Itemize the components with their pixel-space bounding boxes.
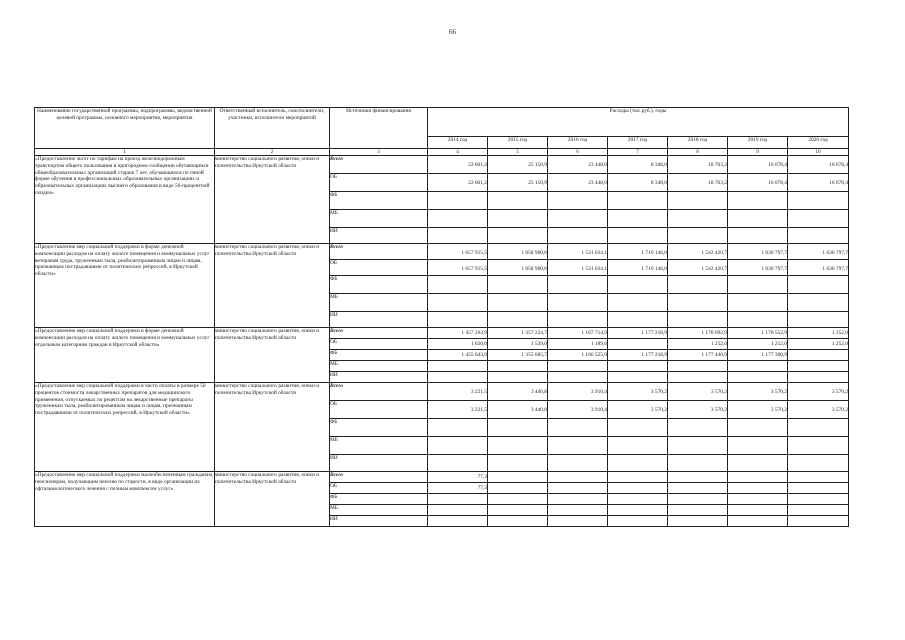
expense-value — [488, 276, 548, 294]
expense-value — [668, 294, 728, 312]
expense-value — [548, 455, 608, 472]
table-row — [35, 472, 849, 483]
expense-value: 8 348,0 — [608, 156, 668, 174]
expense-value — [608, 472, 668, 483]
expense-value: 23 448,0 — [548, 156, 608, 174]
expense-value — [668, 472, 728, 483]
expense-value: 3 570,2 — [728, 401, 788, 419]
expense-value — [428, 312, 488, 328]
expense-value — [788, 210, 849, 228]
expense-value — [488, 228, 548, 244]
expense-value — [728, 419, 788, 437]
expense-value: 22 601,2 — [428, 156, 488, 174]
expense-value: 77,3 — [428, 483, 488, 494]
expense-value — [728, 192, 788, 210]
expense-value — [548, 294, 608, 312]
header-year: 2017 год — [608, 137, 668, 149]
measure-name: «Предоставление мер социальной поддержки в форме денежной компенсации расходов на оплату жилого помещения и коммунальных услуг ветеранам труда, труженикам тыла, реабилитированным лицам и лицам, признанным пострадавшими от политических репрессий, в Иркутской области» — [35, 244, 215, 328]
funding-source-label: ИИ — [330, 516, 338, 522]
expense-value — [728, 294, 788, 312]
expense-value — [488, 455, 548, 472]
column-numbers-row — [35, 149, 849, 156]
header-year: 2018 год — [668, 137, 728, 149]
expense-value — [428, 437, 488, 455]
expense-value — [668, 419, 728, 437]
expense-value: 1 710 146,0 — [608, 260, 668, 276]
expense-value — [788, 192, 849, 210]
expense-value — [548, 228, 608, 244]
funding-source-label: ИИ — [330, 228, 338, 234]
expense-value — [608, 361, 668, 372]
funding-source-label: МБ — [330, 294, 338, 300]
expense-value: 1 710 146,0 — [608, 244, 668, 260]
funding-source-label: ФБ — [330, 192, 338, 198]
expense-value — [548, 419, 608, 437]
expense-value — [488, 516, 548, 527]
expense-value — [668, 516, 728, 527]
expense-value: 1 177 440,9 — [668, 350, 728, 361]
expense-value — [428, 494, 488, 505]
responsible-executor: министерство социального развития, опеки и попечительства Иркутской области — [215, 156, 330, 244]
expense-value — [548, 361, 608, 372]
expense-value: 1 252,0 — [668, 339, 728, 350]
funding-source-label: Всего — [330, 156, 343, 162]
expense-value — [608, 419, 668, 437]
page-number: 66 — [449, 28, 456, 36]
expense-value — [608, 516, 668, 527]
expense-value: 16 678,4 — [728, 174, 788, 192]
expense-value — [548, 312, 608, 328]
expense-value — [668, 483, 728, 494]
column-number: 10 — [788, 149, 849, 156]
expense-value — [428, 192, 488, 210]
expense-value — [608, 483, 668, 494]
expense-value: 3 221,5 — [428, 383, 488, 401]
measure-name: «Предоставление мер социальной поддержки в части оплаты в размере 50 процентов стоимости лекарственных препаратов для медицинского применения, отпускаемых по рецептам на лекарственные препараты труженикам тыла, реабилитированным лицам и лицам, признанным пострадавшими от политических репрессий, в Иркутской области» — [35, 383, 215, 472]
expense-value — [608, 312, 668, 328]
column-number: 7 — [608, 149, 668, 156]
column-number: 6 — [548, 149, 608, 156]
expense-value — [548, 437, 608, 455]
expense-value — [548, 483, 608, 494]
expense-value — [668, 494, 728, 505]
measure-name: «Предоставление мер социальной поддержки малообеспеченным гражданам, пенсионерам, получающим пенсию по старости, в виде организации их офтальмологического лечения с полным комплексом услуг» — [35, 472, 215, 527]
expense-value — [788, 516, 849, 527]
funding-source-label: ОБ — [330, 260, 337, 266]
funding-source-label: ИИ — [330, 455, 338, 461]
expense-value: 1 620,0 — [428, 339, 488, 350]
expense-value — [548, 505, 608, 516]
expense-value: 1 630 797,7 — [788, 244, 849, 260]
expense-value — [728, 361, 788, 372]
expense-value: 25 150,9 — [488, 156, 548, 174]
expense-value — [788, 372, 849, 383]
expense-value — [788, 494, 849, 505]
expense-value — [728, 437, 788, 455]
expense-value: 1 658 960,6 — [488, 260, 548, 276]
expense-value — [788, 276, 849, 294]
expense-value: 3 910,4 — [548, 401, 608, 419]
expense-value: 3 570,2 — [608, 401, 668, 419]
expense-value — [488, 505, 548, 516]
expense-value: 1 542 420,7 — [668, 260, 728, 276]
expense-value — [488, 361, 548, 372]
expense-value — [428, 372, 488, 383]
expense-value — [788, 312, 849, 328]
expense-value — [488, 372, 548, 383]
expense-value — [788, 350, 849, 361]
expense-value — [788, 294, 849, 312]
expense-value: 3 440,8 — [488, 383, 548, 401]
expense-value: 18 763,2 — [668, 156, 728, 174]
funding-source-label: Всего — [330, 244, 343, 250]
expense-value — [608, 437, 668, 455]
table-row — [35, 156, 849, 174]
expense-value — [728, 312, 788, 328]
responsible-executor: министерство социального развития, опеки и попечительства Иркутской области — [215, 383, 330, 472]
funding-source-label: ИИ — [330, 312, 338, 318]
expense-value: 1 355 685,7 — [488, 350, 548, 361]
expense-value — [788, 228, 849, 244]
expense-value — [668, 192, 728, 210]
expense-value — [488, 312, 548, 328]
expense-value — [788, 483, 849, 494]
expense-value — [428, 228, 488, 244]
expense-value — [548, 494, 608, 505]
expense-value: 1 252,0 — [788, 339, 849, 350]
expense-value: 3 570,2 — [668, 383, 728, 401]
expense-value — [488, 483, 548, 494]
funding-source-label: ИИ — [330, 372, 338, 378]
column-number: 2 — [215, 149, 330, 156]
expense-value — [728, 505, 788, 516]
expense-value: 1 167 714,9 — [548, 328, 608, 339]
expense-value — [668, 437, 728, 455]
funding-source-label: ФБ — [330, 276, 338, 282]
header-sources: Источники финансирования — [330, 108, 428, 149]
expense-value — [428, 294, 488, 312]
table-row — [35, 328, 849, 339]
measure-name: «Предоставление льгот по тарифам на проезд железнодорожным транспортом общего пользования в пригородном сообщении обучающимся общеобразовательных организаций старше 7 лет, обучающимся по очной форме обучения в профессиональных образовательных организациях и образовательных организациях высшего образования в виде 50-процентной скидки» — [35, 156, 215, 244]
expense-value: 3 570,2 — [788, 383, 849, 401]
expense-value — [608, 339, 668, 350]
funding-source-label: ОБ — [330, 174, 337, 180]
expense-value — [728, 516, 788, 527]
expense-value: 1 178 692,9 — [668, 328, 728, 339]
expense-value — [668, 361, 728, 372]
table-body — [35, 156, 849, 527]
funding-source-label: Всего — [330, 383, 343, 389]
header-year: 2020 год — [788, 137, 849, 149]
expense-value — [548, 372, 608, 383]
expense-value — [488, 419, 548, 437]
expense-value — [728, 494, 788, 505]
expense-value: 1 252,0 — [788, 328, 849, 339]
funding-source-label: ОБ — [330, 401, 337, 407]
column-number: 3 — [330, 149, 428, 156]
expense-value — [428, 210, 488, 228]
expense-value — [428, 455, 488, 472]
header-year: 2015 год — [488, 137, 548, 149]
expense-value: 3 910,4 — [548, 383, 608, 401]
expense-value — [548, 472, 608, 483]
column-number: 9 — [728, 149, 788, 156]
expense-value: 3 440,8 — [488, 401, 548, 419]
funding-source-label: МБ — [330, 437, 338, 443]
expense-value — [788, 472, 849, 483]
expense-value: 1 166 525,9 — [548, 350, 608, 361]
expense-value: 1 531 634,1 — [548, 244, 608, 260]
responsible-executor: министерство социального развития, опеки и попечительства Иркутской области — [215, 328, 330, 383]
expense-value: 1 539,0 — [488, 339, 548, 350]
expense-value — [488, 472, 548, 483]
expense-value: 23 448,0 — [548, 174, 608, 192]
expense-value: 1 658 960,6 — [488, 244, 548, 260]
expense-value: 8 348,0 — [608, 174, 668, 192]
expense-value — [788, 437, 849, 455]
column-number: 5 — [488, 149, 548, 156]
expenses-table — [34, 107, 849, 527]
expense-value — [428, 361, 488, 372]
header-year: 2016 год — [548, 137, 608, 149]
header-expenses: Расходы (тыс.руб.), годы — [428, 108, 849, 137]
table-row — [35, 244, 849, 260]
expense-value: 77,3 — [428, 472, 488, 483]
expense-value — [668, 455, 728, 472]
funding-source-label: ФБ — [330, 419, 338, 425]
funding-source-label: Всего — [330, 328, 343, 334]
expense-value: 1 657 915,5 — [428, 244, 488, 260]
expense-value — [608, 228, 668, 244]
column-number: 1 — [35, 149, 215, 156]
measure-name: «Предоставление мер социальной поддержки в форме денежной компенсации расходов на оплату жилого помещения и коммунальных услуг отдельным категориям граждан в Иркутской области» — [35, 328, 215, 383]
expense-value — [668, 372, 728, 383]
expense-value: 1 357 224,7 — [488, 328, 548, 339]
expense-value — [548, 516, 608, 527]
expense-value: 25 150,9 — [488, 174, 548, 192]
expense-value — [728, 472, 788, 483]
expense-value — [488, 210, 548, 228]
funding-source-label: ФБ — [330, 350, 338, 356]
expense-value: 3 570,2 — [608, 383, 668, 401]
expense-value — [608, 505, 668, 516]
expense-value — [428, 419, 488, 437]
expense-value — [488, 437, 548, 455]
expense-value: 1 657 915,5 — [428, 260, 488, 276]
expense-value — [428, 276, 488, 294]
column-number: 8 — [668, 149, 728, 156]
expense-value — [548, 210, 608, 228]
funding-source-label: ФБ — [330, 494, 338, 500]
expense-value — [428, 516, 488, 527]
expense-value: 1 457 263,9 — [428, 328, 488, 339]
expense-value: 1 542 420,7 — [668, 244, 728, 260]
funding-source-label: ОБ — [330, 339, 337, 345]
expense-value: 1 177 300,9 — [728, 350, 788, 361]
expense-value: 16 678,4 — [788, 174, 849, 192]
expense-value — [728, 455, 788, 472]
expense-value — [548, 192, 608, 210]
expense-value — [488, 294, 548, 312]
expense-value — [668, 228, 728, 244]
funding-source-label: ОБ — [330, 483, 337, 489]
expense-value — [668, 505, 728, 516]
expense-value — [608, 372, 668, 383]
header-responsible: Ответственный исполнитель, соисполнители, участники, исполнители мероприятий — [215, 108, 330, 149]
expense-value: 1 630 797,7 — [728, 260, 788, 276]
expense-value: 18 763,2 — [668, 174, 728, 192]
expense-value — [788, 455, 849, 472]
expense-value — [728, 228, 788, 244]
responsible-executor: министерство социального развития, опеки и попечительства Иркутской области — [215, 472, 330, 527]
funding-source-label: МБ — [330, 361, 338, 367]
funding-source-label: Всего — [330, 472, 343, 478]
expense-value — [548, 276, 608, 294]
expense-value — [788, 505, 849, 516]
expense-value: 3 221,5 — [428, 401, 488, 419]
expense-value — [728, 483, 788, 494]
expense-value — [608, 210, 668, 228]
expense-value — [608, 294, 668, 312]
expense-value — [788, 419, 849, 437]
expense-value — [608, 192, 668, 210]
expense-value: 1 252,0 — [728, 339, 788, 350]
expense-value: 16 678,4 — [728, 156, 788, 174]
expense-value — [668, 210, 728, 228]
expense-value — [728, 210, 788, 228]
expense-value: 1 630 797,7 — [788, 260, 849, 276]
expense-value: 1 189,0 — [548, 339, 608, 350]
responsible-executor: министерство социального развития, опеки и попечительства Иркутской области — [215, 244, 330, 328]
funding-source-label: МБ — [330, 505, 338, 511]
expense-value — [488, 192, 548, 210]
expense-value — [428, 505, 488, 516]
expense-value: 1 177 218,9 — [608, 328, 668, 339]
expense-value — [728, 372, 788, 383]
header-year: 2019 год — [728, 137, 788, 149]
expense-value — [608, 276, 668, 294]
expense-value: 1 531 634,1 — [548, 260, 608, 276]
expense-value — [608, 455, 668, 472]
expense-value: 16 678,4 — [788, 156, 849, 174]
expense-value: 3 570,2 — [728, 383, 788, 401]
expense-value — [608, 494, 668, 505]
expense-value: 3 570,2 — [668, 401, 728, 419]
header-year: 2014 год — [428, 137, 488, 149]
expense-value — [788, 361, 849, 372]
expense-value — [668, 312, 728, 328]
expense-value: 1 630 797,7 — [728, 244, 788, 260]
expense-value: 1 455 643,9 — [428, 350, 488, 361]
column-number: 4 — [428, 149, 488, 156]
expense-value: 1 177 218,9 — [608, 350, 668, 361]
table-row — [35, 383, 849, 401]
header-name: Наименование государственной программы, подпрограммы, ведомственной целевой программы, основного мероприятия, мероприятия — [35, 108, 215, 149]
expense-value — [668, 276, 728, 294]
expense-value — [488, 494, 548, 505]
expense-value: 3 570,2 — [788, 401, 849, 419]
expense-value: 22 601,2 — [428, 174, 488, 192]
expense-value — [728, 276, 788, 294]
funding-source-label: МБ — [330, 210, 338, 216]
expense-value: 1 178 552,9 — [728, 328, 788, 339]
